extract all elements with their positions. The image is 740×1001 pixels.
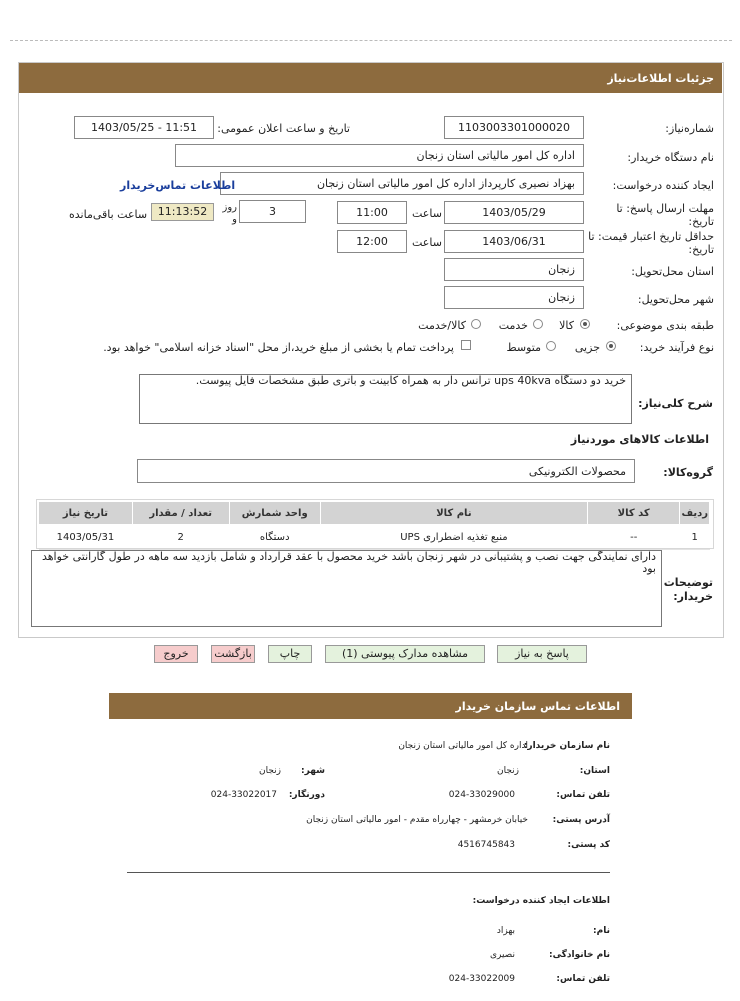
need-number-label: شماره‌نیاز: bbox=[665, 122, 714, 135]
announce-field: 1403/05/25 - 11:51 bbox=[74, 116, 214, 139]
creator-first-name-value: بهزاد bbox=[496, 926, 515, 936]
payment-note: پرداخت تمام یا بخشی از مبلغ خرید،از محل "اسناد خزانه اسلامی" خواهد بود. bbox=[103, 341, 454, 354]
validity-time-field: 12:00 bbox=[337, 230, 407, 253]
contact-postal-value: 4516745843 bbox=[457, 840, 515, 850]
process-radio-minor[interactable] bbox=[606, 341, 616, 351]
need-number-field: 1103003301000020 bbox=[444, 116, 584, 139]
exit-button[interactable]: خروج bbox=[154, 645, 198, 663]
city-label: شهر محل‌تحویل: bbox=[637, 293, 714, 306]
cell-unit: دستگاه bbox=[229, 525, 320, 550]
buyer-contact-link[interactable]: اطلاعات تماس‌خریدار bbox=[120, 179, 236, 192]
back-button[interactable]: بازگشت bbox=[211, 645, 255, 663]
goods-info-title: اطلاعات کالاهای موردنیاز bbox=[570, 433, 709, 446]
buyer-org-field: اداره کل امور مالیاتی استان زنجان bbox=[175, 144, 584, 167]
table-row bbox=[39, 525, 710, 550]
process-minor-label: جزیی bbox=[574, 341, 600, 354]
deadline-time-field: 11:00 bbox=[337, 201, 407, 224]
category-both-label: کالا/خدمت bbox=[418, 319, 466, 332]
col-row: ردیف bbox=[680, 502, 710, 525]
creator-phone-value: 024-33022009 bbox=[448, 974, 515, 984]
province-field: زنجان bbox=[444, 258, 584, 281]
print-button[interactable]: چاپ bbox=[268, 645, 312, 663]
treasury-checkbox[interactable] bbox=[461, 340, 471, 350]
deadline-date-field: 1403/05/29 bbox=[444, 201, 584, 224]
category-goods-label: کالا bbox=[559, 319, 574, 332]
contact-province-label: استان: bbox=[579, 766, 610, 776]
category-radio-goods[interactable] bbox=[580, 319, 590, 329]
validity-date-field: 1403/06/31 bbox=[444, 230, 584, 253]
validity-label: حداقل تاریخ اعتبار قیمت: تا تاریخ: bbox=[588, 230, 714, 256]
buyer-notes-text: دارای نمایندگی جهت نصب و پشتیبانی در شهر زنجان باشد خرید محصول با عقد قرارداد و شامل بازدید سه ماهه در طول گارانتی خواهد بود bbox=[41, 550, 656, 575]
attachments-button[interactable]: مشاهده مدارک پیوستی (1) bbox=[325, 645, 485, 663]
col-date: تاریخ نیاز bbox=[39, 502, 133, 525]
days-field: 3 bbox=[239, 200, 306, 223]
col-code: کد کالا bbox=[587, 502, 679, 525]
creator-phone-label: تلفن تماس: bbox=[556, 974, 610, 984]
creator-last-name-label: نام خانوادگی: bbox=[548, 950, 610, 960]
goods-group-label: گروه‌کالا: bbox=[663, 466, 713, 479]
goods-group-field: محصولات الکترونیکی bbox=[137, 459, 635, 483]
process-label: نوع فرآیند خرید: bbox=[639, 341, 714, 354]
cell-qty: 2 bbox=[132, 525, 229, 550]
deadline-label: مهلت ارسال پاسخ: تا تاریخ: bbox=[616, 202, 714, 228]
contact-fax-label: دورنگار: bbox=[288, 790, 325, 800]
remaining-label: ساعت باقی‌مانده bbox=[69, 208, 148, 221]
category-radio-both[interactable] bbox=[471, 319, 481, 329]
process-radio-medium[interactable] bbox=[546, 341, 556, 351]
creator-field: بهزاد نصیری کارپرداز اداره کل امور مالیاتی استان زنجان bbox=[220, 172, 584, 195]
goods-table bbox=[38, 501, 710, 550]
contact-phone-label: تلفن تماس: bbox=[556, 790, 610, 800]
creator-first-name-label: نام: bbox=[593, 926, 610, 936]
category-radio-service[interactable] bbox=[533, 319, 543, 329]
category-label: طبقه بندی موضوعی: bbox=[616, 319, 714, 332]
province-label: استان محل‌تحویل: bbox=[631, 265, 714, 278]
contact-org-label: نام سازمان خریدار: bbox=[523, 741, 610, 751]
contact-section-title: اطلاعات تماس سازمان خریدار bbox=[109, 693, 632, 719]
contact-postal-label: کد پستی: bbox=[567, 840, 610, 850]
top-divider bbox=[10, 40, 732, 41]
summary-label: شرح کلی‌نیاز: bbox=[638, 397, 713, 410]
countdown-timer: 11:13:52 bbox=[151, 203, 214, 221]
deadline-time-label: ساعت bbox=[412, 207, 442, 220]
contact-phone-value: 024-33029000 bbox=[448, 790, 515, 800]
page-title: جزئیات اطلاعات‌نیاز bbox=[19, 63, 722, 93]
days-label: روز و bbox=[222, 202, 237, 225]
buyer-notes-textarea bbox=[31, 550, 662, 627]
creator-last-name-value: نصیری bbox=[489, 950, 515, 960]
announce-label: تاریخ و ساعت اعلان عمومی: bbox=[217, 122, 350, 135]
col-unit: واحد شمارش bbox=[229, 502, 320, 525]
process-medium-label: متوسط bbox=[506, 341, 541, 354]
cell-row: 1 bbox=[680, 525, 710, 550]
contact-fax-value: 024-33022017 bbox=[210, 790, 277, 800]
creator-info-title: اطلاعات ایجاد کننده درخواست: bbox=[472, 896, 610, 906]
summary-textarea bbox=[139, 374, 632, 424]
creator-label: ایجاد کننده درخواست: bbox=[612, 179, 714, 192]
summary-text: خرید دو دستگاه ups 40kva ترانس دار به همراه کابینت و باتری طبق مشخصات فایل پیوست. bbox=[195, 374, 626, 387]
contact-province-value: زنجان bbox=[496, 766, 519, 776]
buyer-notes-label: توضیحات خریدار: bbox=[663, 576, 713, 603]
cell-date: 1403/05/31 bbox=[39, 525, 133, 550]
contact-address-value: خیابان خرمشهر - چهارراه مقدم - امور مالیاتی استان زنجان bbox=[306, 815, 528, 825]
table-header-row bbox=[39, 502, 710, 525]
city-field: زنجان bbox=[444, 286, 584, 309]
contact-city-value: زنجان bbox=[258, 766, 281, 776]
col-name: نام کالا bbox=[320, 502, 587, 525]
contact-org-value: اداره کل امور مالیاتی استان زنجان bbox=[398, 741, 528, 751]
validity-time-label: ساعت bbox=[412, 236, 442, 249]
cell-code: -- bbox=[587, 525, 679, 550]
contact-city-label: شهر: bbox=[301, 766, 325, 776]
contact-divider bbox=[127, 872, 610, 873]
reply-button[interactable]: پاسخ به نیاز bbox=[497, 645, 587, 663]
col-qty: تعداد / مقدار bbox=[132, 502, 229, 525]
contact-address-label: آدرس پستی: bbox=[552, 815, 610, 825]
cell-name: منبع تغذیه اضطراری UPS bbox=[320, 525, 587, 550]
category-service-label: خدمت bbox=[498, 319, 528, 332]
buyer-org-label: نام دستگاه خریدار: bbox=[627, 151, 714, 164]
